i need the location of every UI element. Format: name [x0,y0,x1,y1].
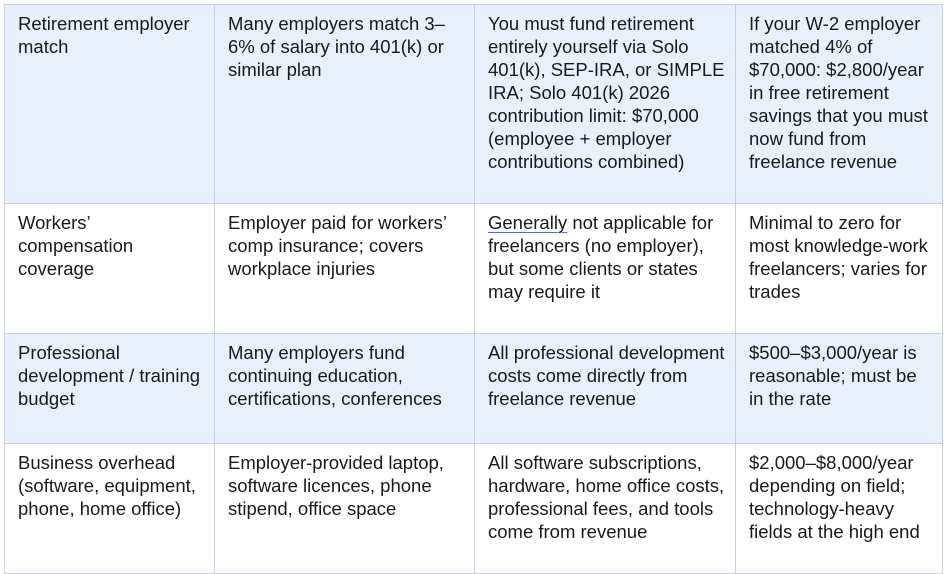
freelancer-cell: All professional development costs come directly from freelance revenue [475,334,736,444]
freelancer-cell-text: not applicable for freelancers (no employer), but some clients or states may require it [488,212,714,302]
item-cell: Workers’ compensation coverage [5,204,215,334]
item-cell: Business overhead (software, equipment, phone, home office) [5,444,215,574]
estimate-cell: $2,000–$8,000/year depending on field; technology-heavy fields at the high end [736,444,943,574]
freelancer-cell: You must fund retirement entirely yourself via Solo 401(k), SEP-IRA, or SIMPLE IRA; Solo 401(k) 2026 contribution limit: $70,000 (employee + employer contributions combined) [475,5,736,204]
table-row [5,204,943,334]
freelancer-cell: All software subscriptions, hardware, home office costs, professional fees, and tools come from revenue [475,444,736,574]
estimate-cell: $500–$3,000/year is reasonable; must be in the rate [736,334,943,444]
employee-cell: Employer-provided laptop, software licences, phone stipend, office space [215,444,475,574]
employee-cell: Many employers fund continuing education, certifications, conferences [215,334,475,444]
employee-cell: Many employers match 3–6% of salary into 401(k) or similar plan [215,5,475,204]
item-cell: Retirement employer match [5,5,215,204]
employee-vs-freelancer-costs-table [4,4,943,574]
table-row [5,334,943,444]
table-row [5,444,943,574]
employee-cell: Employer paid for workers’ comp insurance; covers workplace injuries [215,204,475,334]
estimate-cell: Minimal to zero for most knowledge-work freelancers; varies for trades [736,204,943,334]
freelancer-cell [475,204,736,334]
estimate-cell: If your W-2 employer matched 4% of $70,000: $2,800/year in free retirement savings that you must now fund from freelance revenue [736,5,943,204]
item-cell: Professional development / training budget [5,334,215,444]
table-row [5,5,943,204]
flagged-word[interactable]: Generally [488,212,568,233]
comparison-table-container [4,4,942,574]
